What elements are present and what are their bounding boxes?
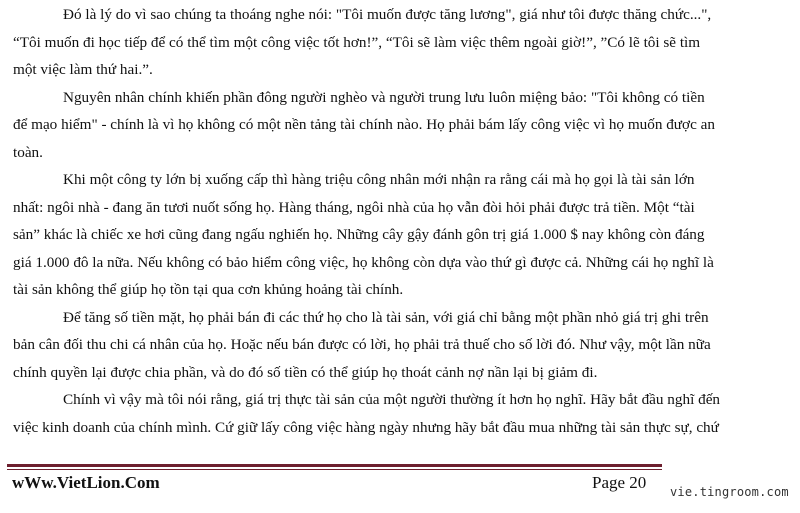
text-line: nhất: ngôi nhà - đang ăn tươi nuốt sống họ. Hàng tháng, ngôi nhà của họ vẫn đòi hỏi phải được trả tiền. Một “tài: [13, 198, 695, 216]
text-line: Đó là lý do vì sao chúng ta thoáng nghe nói: "Tôi muốn được tăng lương", giá như tôi được thăng chức...",: [63, 6, 712, 23]
text-line: Chính vì vậy mà tôi nói rằng, giá trị thực tài sản của một người thường ít hơn họ nghĩ. Hãy bắt đầu nghĩ đến: [63, 391, 721, 408]
paragraph-2: [13, 84, 791, 167]
text-line: sản” khác là chiếc xe hơi cũng đang ngấu nghiến họ. Những cây gậy đánh gôn trị giá 1.000 $ nay không còn đáng: [13, 226, 705, 243]
text-line: tài sản không thể giúp họ tồn tại qua cơn khủng hoảng tài chính.: [13, 281, 404, 298]
text-line: “Tôi muốn đi học tiếp để có thể tìm một công việc tốt hơn!”, “Tôi sẽ làm việc thêm ngoài giờ!”, ”Có lẽ tôi sẽ tìm: [13, 33, 701, 51]
paragraph-4: [13, 304, 791, 387]
footer-divider-thick: [7, 464, 662, 467]
text-line: Nguyên nhân chính khiến phần đông người nghèo và người trung lưu luôn miệng bảo: "Tôi không có tiền: [63, 88, 705, 106]
text-line: Để tăng số tiền mặt, họ phải bán đi các thứ họ cho là tài sản, với giá chỉ bằng một phần nhỏ giá trị ghi trên: [63, 308, 709, 326]
text-line: một việc làm thứ hai.”.: [13, 61, 153, 78]
text-line: Khi một công ty lớn bị xuống cấp thì hàng triệu công nhân mới nhận ra rằng cái mà họ gọi là tài sản lớn: [63, 171, 695, 188]
paragraph-1: [13, 1, 791, 84]
paragraph-5: [13, 386, 791, 441]
paragraph-3: [13, 166, 791, 304]
text-line: bản cân đối thu chi cá nhân của họ. Hoặc nếu bán được có lời, họ phải trả thuế cho số lời đó. Như vậy, một lần nữa: [13, 336, 711, 353]
text-line: toàn.: [13, 143, 43, 161]
text-line: chính quyền lại được chia phần, và do đó số tiền có thể giúp họ thoát cảnh nợ nần lại bị giảm đi.: [13, 363, 598, 381]
watermark-text: vie.tingroom.com: [670, 485, 789, 499]
text-line: giá 1.000 đô la nữa. Nếu không có bảo hiểm công việc, họ không còn dựa vào thứ gì được cả. Những cái họ nghĩ là: [13, 253, 714, 271]
page-number: Page 20: [592, 473, 647, 492]
text-line: việc kinh doanh của chính mình. Cứ giữ lấy công việc hàng ngày nhưng hãy bắt đầu mua những tài sản thực sự, chứ: [13, 418, 719, 436]
footer-site-name: wWw.VietLion.Com: [12, 473, 160, 492]
document-body: [13, 0, 791, 441]
text-line: để mạo hiểm" - chính là vì họ không có một nền tảng tài chính nào. Họ phải bám lấy công việc vì họ muốn được an: [13, 116, 715, 133]
